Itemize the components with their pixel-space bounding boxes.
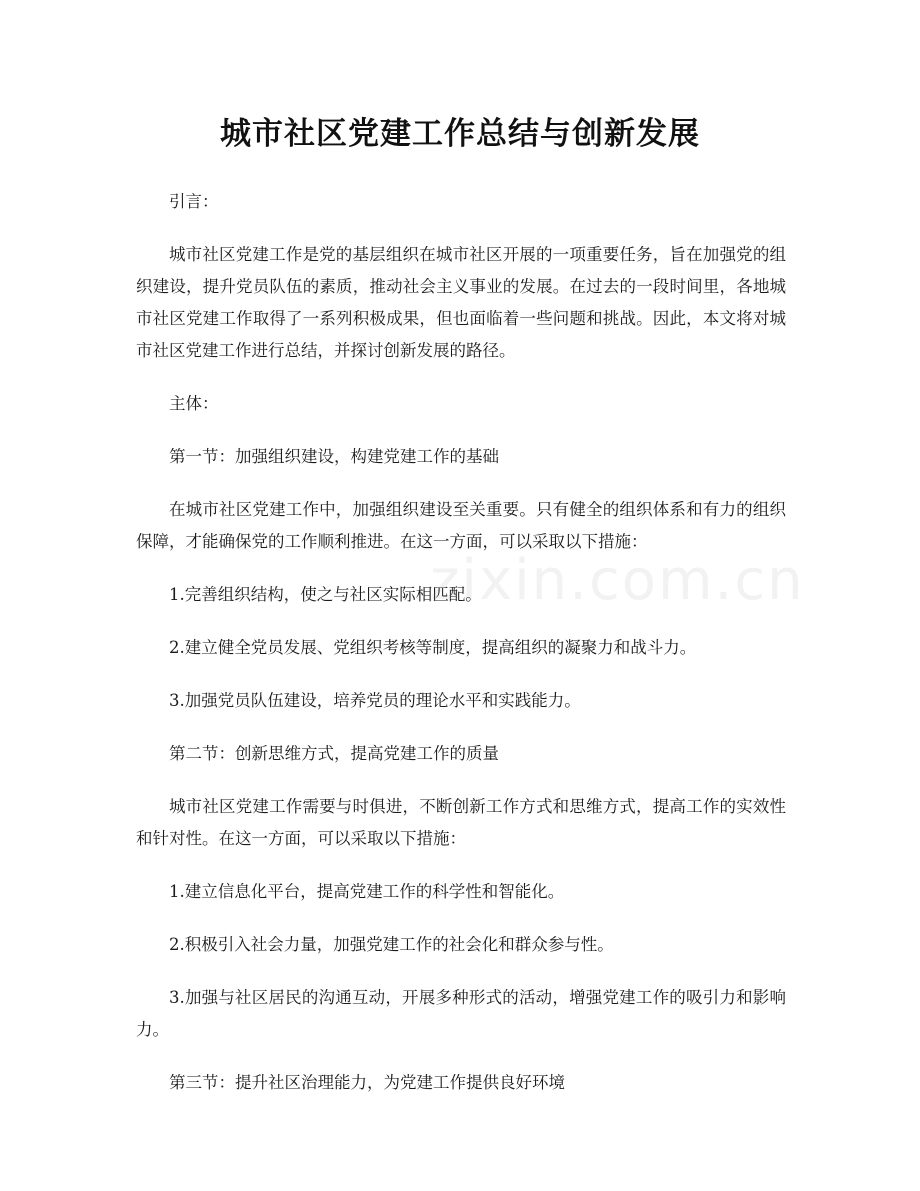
section-2-item-1: 1.建立信息化平台，提高党建工作的科学性和智能化。 (169, 882, 565, 901)
section-2-paragraph: 城市社区党建工作需要与时俱进，不断创新工作方式和思维方式，提高工作的实效性和针对性。在这一方面，可以采取以下措施： (136, 797, 786, 848)
section-2-item-3: 3.加强与社区居民的沟通互动，开展多种形式的活动，增强党建工作的吸引力和影响力。 (136, 988, 786, 1039)
section-3-heading: 第三节：提升社区治理能力，为党建工作提供良好环境 (169, 1073, 565, 1092)
section-2-item-2: 2.积极引入社会力量，加强党建工作的社会化和群众参与性。 (169, 935, 614, 954)
document-body (136, 186, 786, 1120)
intro-heading: 引言： (169, 192, 219, 211)
main-heading: 主体： (169, 394, 219, 413)
section-1-paragraph: 在城市社区党建工作中，加强组织建设至关重要。只有健全的组织体系和有力的组织保障，才能确保党的工作顺利推进。在这一方面，可以采取以下措施： (136, 500, 786, 551)
section-1-item-1: 1.完善组织结构，使之与社区实际相匹配。 (169, 585, 482, 604)
section-1-heading: 第一节：加强组织建设，构建党建工作的基础 (169, 447, 499, 466)
document-title: 城市社区党建工作总结与创新发展 (220, 116, 700, 152)
section-2-heading: 第二节：创新思维方式，提高党建工作的质量 (169, 744, 499, 763)
intro-paragraph: 城市社区党建工作是党的基层组织在城市社区开展的一项重要任务，旨在加强党的组织建设，提升党员队伍的素质，推动社会主义事业的发展。在过去的一段时间里，各地城市社区党建工作取得了一系列积极成果，但也面临着一些问题和挑战。因此，本文将对城市社区党建工作进行总结，并探讨创新发展的路径。 (136, 245, 786, 360)
section-1-item-3: 3.加强党员队伍建设，培养党员的理论水平和实践能力。 (169, 691, 581, 710)
watermark: zixin.com.cn (430, 548, 805, 613)
section-1-item-2: 2.建立健全党员发展、党组织考核等制度，提高组织的凝聚力和战斗力。 (169, 638, 697, 657)
